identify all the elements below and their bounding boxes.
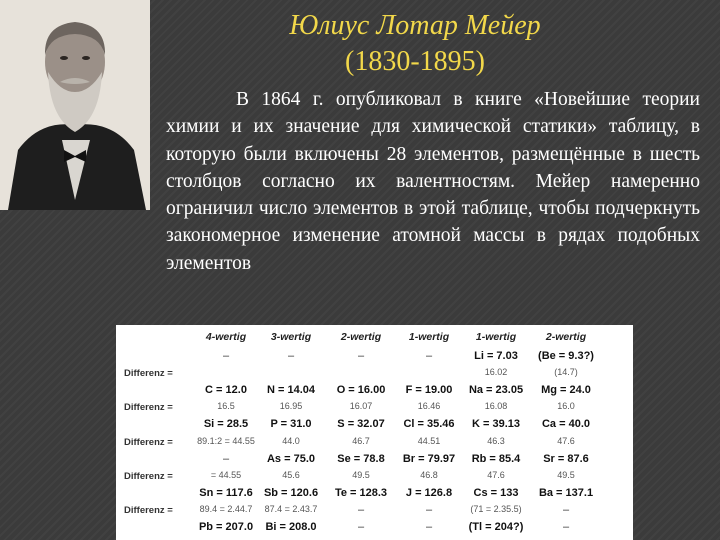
- element-cell: Te = 128.3: [334, 486, 388, 499]
- differenz-label: Differenz =: [124, 436, 173, 448]
- difference-cell: 46.3: [487, 435, 505, 446]
- element-cell: –: [287, 350, 295, 362]
- element-cell: Ba = 137.1: [538, 486, 594, 499]
- element-cell: Li = 7.03: [474, 350, 518, 362]
- table-header: 1-wertig: [408, 331, 450, 343]
- element-cell: P = 31.0: [270, 418, 312, 431]
- page-title: Юлиус Лотар Мейер: [289, 10, 541, 41]
- difference-cell: 49.5: [352, 469, 370, 480]
- difference-cell: 44.0: [282, 435, 300, 446]
- element-cell: –: [222, 452, 230, 465]
- differenz-label: Differenz =: [124, 470, 173, 482]
- portrait-illustration: [0, 0, 150, 210]
- element-cell: N = 14.04: [266, 384, 315, 397]
- differenz-label: Differenz =: [124, 402, 173, 414]
- meyer-table-image: [116, 325, 633, 540]
- difference-cell: 16.0: [557, 401, 575, 412]
- table-header: 4-wertig: [205, 331, 247, 343]
- difference-cell: 16.5: [217, 401, 235, 412]
- lifespan-years: (1830-1895): [345, 46, 485, 77]
- element-cell: Cl = 35.46: [403, 418, 455, 431]
- difference-cell: 89.4 = 2.44.7: [199, 503, 253, 514]
- difference-cell: 44.51: [417, 435, 441, 446]
- element-cell: Rb = 85.4: [471, 452, 521, 465]
- difference-cell: 46.8: [420, 469, 438, 480]
- difference-cell: 16.07: [349, 401, 373, 412]
- element-cell: Sn = 117.6: [199, 486, 253, 499]
- difference-cell: 47.6: [487, 469, 505, 480]
- element-cell: (Tl = 204?): [468, 521, 524, 533]
- element-cell: Br = 79.97: [402, 452, 456, 465]
- element-cell: –: [357, 521, 365, 533]
- difference-cell: 16.02: [484, 367, 508, 378]
- element-cell: Bi = 208.0: [265, 521, 317, 533]
- element-cell: –: [425, 521, 433, 533]
- difference-cell: –: [357, 503, 365, 516]
- difference-cell: 49.5: [557, 469, 575, 480]
- difference-cell: 45.6: [282, 469, 300, 480]
- element-cell: –: [222, 350, 230, 362]
- element-cell: Sb = 120.6: [263, 486, 319, 499]
- portrait-photo: [0, 0, 150, 210]
- differenz-label: Differenz =: [124, 368, 173, 380]
- difference-cell: = 44.55: [210, 469, 242, 480]
- difference-cell: –: [562, 503, 570, 516]
- difference-cell: 47.6: [557, 435, 575, 446]
- difference-cell: 89.1:2 = 44.55: [197, 435, 255, 446]
- element-cell: (Be = 9.3?): [538, 350, 594, 362]
- difference-cell: 87.4 = 2.43.7: [264, 503, 318, 514]
- difference-cell: 46.7: [352, 435, 370, 446]
- element-cell: Sr = 87.6: [543, 452, 589, 465]
- table-header: 2-wertig: [340, 331, 382, 343]
- element-cell: –: [562, 521, 570, 533]
- difference-cell: –: [425, 503, 433, 516]
- element-cell: Cs = 133: [473, 486, 519, 499]
- biography-paragraph: В 1864 г. опубликовал в книге «Новейшие теории химии и их значение для химической статики» таблицу, в которую были включены 28 элементов, размещённые в шесть столбцов согласно их валентностям. Мейер намеренно ограничил число элементов в этой таблице, чтобы подчеркнуть закономерное изменение атомной массы в рядах подобных элементов: [166, 89, 700, 274]
- difference-cell: (71 = 2.35.5): [470, 503, 522, 514]
- element-cell: Si = 28.5: [203, 418, 249, 431]
- element-cell: K = 39.13: [471, 418, 520, 431]
- element-cell: Na = 23.05: [468, 384, 524, 397]
- element-cell: O = 16.00: [336, 384, 386, 397]
- element-cell: S = 32.07: [337, 418, 385, 431]
- element-cell: Ca = 40.0: [541, 418, 590, 431]
- element-cell: –: [425, 350, 433, 362]
- difference-cell: 16.08: [484, 401, 508, 412]
- difference-cell: 16.95: [279, 401, 303, 412]
- element-cell: J = 126.8: [405, 486, 453, 499]
- table-header: 1-wertig: [475, 331, 517, 343]
- difference-cell: 16.46: [417, 401, 441, 412]
- element-cell: Mg = 24.0: [541, 384, 591, 397]
- element-cell: –: [357, 350, 365, 362]
- element-cell: Se = 78.8: [337, 452, 385, 465]
- table-header: 2-wertig: [545, 331, 587, 343]
- element-cell: C = 12.0: [205, 384, 247, 397]
- table-header: 3-wertig: [270, 331, 312, 343]
- element-cell: As = 75.0: [266, 452, 315, 465]
- differenz-label: Differenz =: [124, 504, 173, 516]
- element-cell: Pb = 207.0: [198, 521, 254, 533]
- difference-cell: (14.7): [554, 367, 578, 378]
- element-cell: F = 19.00: [405, 384, 453, 397]
